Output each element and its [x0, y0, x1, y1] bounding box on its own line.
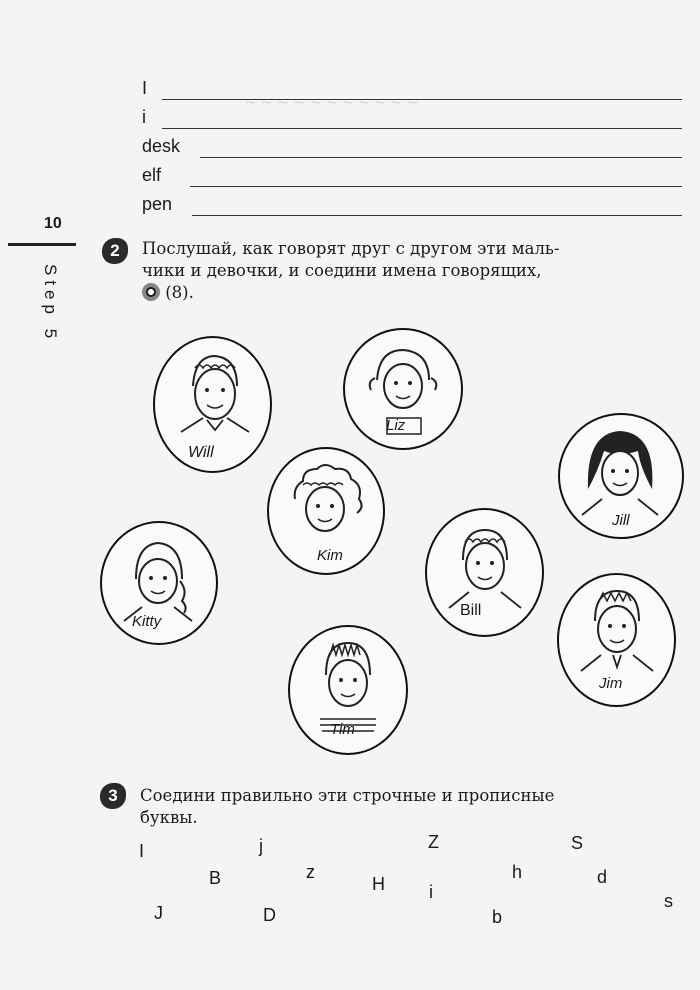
writing-line[interactable] [142, 78, 682, 102]
word-label: I [142, 78, 148, 98]
child-name: Kitty [132, 613, 162, 630]
writing-line[interactable] [142, 165, 682, 189]
portrait-kitty[interactable] [100, 521, 218, 645]
writing-line[interactable] [142, 194, 682, 218]
portrait-jim[interactable] [557, 573, 676, 707]
portrait-will[interactable] [153, 336, 272, 473]
letter[interactable]: i [429, 882, 433, 902]
portrait-bill[interactable] [425, 508, 544, 637]
word-label: elf [142, 165, 162, 185]
letter[interactable]: B [209, 868, 222, 888]
answer-line [162, 128, 682, 129]
task-number-badge: 2 [102, 238, 128, 264]
instruction-line: чики и девочки, и соедини имена говорящих, [142, 261, 542, 280]
portrait-tim[interactable] [288, 625, 408, 755]
word-label: i [142, 107, 146, 127]
page-number: 10 [44, 215, 62, 232]
writing-line[interactable] [142, 136, 682, 160]
child-name: Jill [612, 512, 630, 529]
child-name: Kim [317, 547, 343, 564]
letter[interactable]: h [512, 862, 523, 882]
answer-line [162, 99, 682, 100]
letter[interactable]: Z [428, 832, 439, 852]
child-name: Liz [386, 417, 406, 434]
portrait-liz[interactable] [343, 328, 463, 450]
letter[interactable]: d [597, 867, 608, 887]
word-label: pen [142, 194, 173, 214]
child-drawing [427, 510, 542, 635]
portrait-kim[interactable] [267, 447, 385, 575]
letter[interactable]: J [154, 903, 163, 923]
letter[interactable]: H [372, 874, 385, 894]
child-name: Jim [599, 675, 623, 692]
instruction-line: буквы. [140, 808, 198, 827]
child-name: Will [188, 444, 214, 461]
instruction-line: Послушай, как говорят друг с другом эти маль- [142, 239, 560, 258]
show-through-text: ~ ~ ~ ~ ~ ~ ~ ~ ~ ~ ~ [245, 95, 419, 111]
page-number-rule [8, 243, 76, 246]
letter[interactable]: b [492, 907, 503, 927]
answer-line [192, 215, 682, 216]
step-label: Step 5 [41, 264, 60, 344]
instruction-line: Соедини правильно эти строчные и прописные [140, 786, 555, 805]
portrait-jill[interactable] [558, 413, 684, 539]
word-label: desk [142, 136, 181, 156]
letter[interactable]: j [259, 836, 263, 856]
child-name: Tim [330, 721, 355, 738]
child-name: Bill [460, 602, 482, 619]
answer-line [200, 157, 682, 158]
task-2-instructions [142, 238, 682, 304]
letter[interactable]: S [571, 833, 584, 853]
letter[interactable]: z [306, 862, 315, 882]
task-number-badge: 3 [100, 783, 126, 809]
answer-line [190, 186, 682, 187]
task-3-instructions [140, 785, 684, 829]
letter[interactable]: s [664, 891, 673, 911]
writing-line[interactable] [142, 107, 682, 131]
audio-track-number: (8). [165, 283, 194, 302]
cd-icon[interactable] [142, 283, 160, 301]
letter[interactable]: I [139, 841, 145, 861]
letter[interactable]: D [263, 905, 276, 925]
